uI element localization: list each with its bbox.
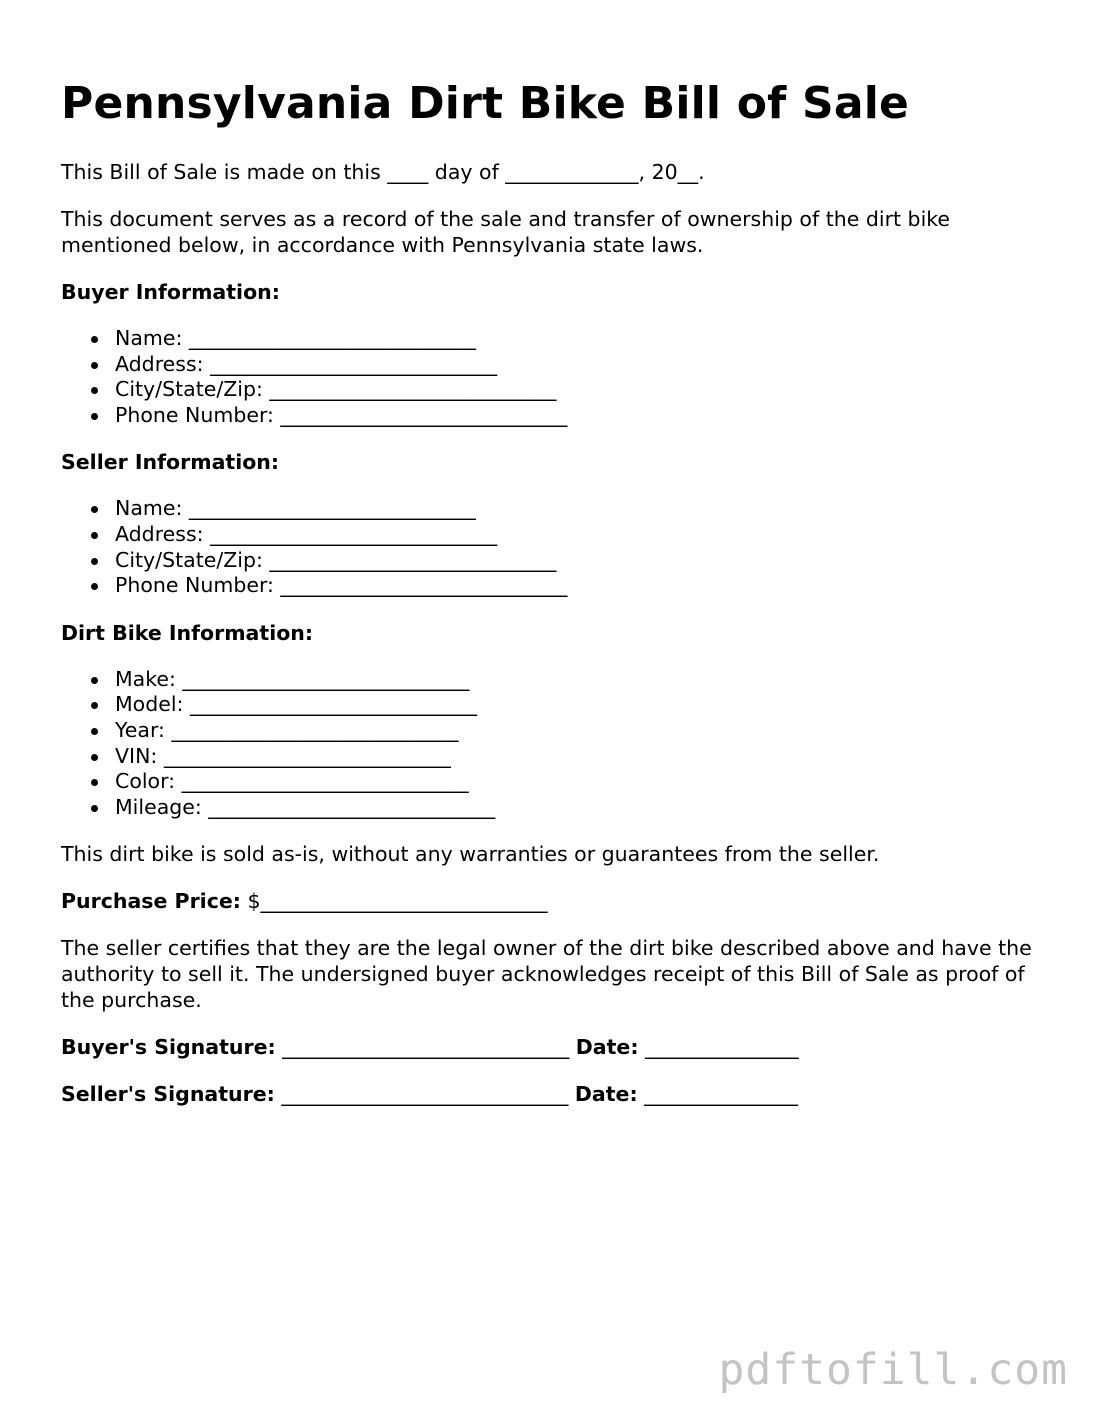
- as-is-statement: This dirt bike is sold as-is, without any warranties or guarantees from the seller.: [61, 842, 880, 867]
- bike-make-field: Make: ____________________________: [115, 667, 1061, 693]
- certification-statement: The seller certifies that they are the legal owner of the dirt bike described above and have the authority to sell it. The undersigned buyer acknowledges receipt of this Bill of Sale as proof of the purchase.: [61, 936, 1032, 1013]
- buyer-address-field: Address: ____________________________: [115, 352, 1061, 378]
- seller-address-field: Address: ____________________________: [115, 522, 1061, 548]
- buyer-heading: Buyer Information:: [61, 280, 280, 304]
- purpose-statement: This document serves as a record of the sale and transfer of ownership of the dirt bike mentioned below, in accordance with Pennsylvania state laws.: [61, 207, 951, 257]
- buyer-phone-field: Phone Number: ____________________________: [115, 403, 1061, 429]
- bike-vin-field: VIN: ____________________________: [115, 744, 1061, 770]
- purchase-price-line: [61, 888, 1061, 914]
- bike-model-field: Model: ____________________________: [115, 692, 1061, 718]
- seller-signature-label: Seller's Signature:: [61, 1082, 275, 1107]
- document-page: [61, 76, 1061, 1128]
- bike-mileage-field: Mileage: ____________________________: [115, 795, 1061, 821]
- seller-name-field: Name: ____________________________: [115, 496, 1061, 522]
- watermark: pdftofill.com: [718, 1345, 1068, 1395]
- seller-heading: Seller Information:: [61, 450, 280, 475]
- purchase-price-label: Purchase Price:: [61, 889, 241, 914]
- bike-heading: Dirt Bike Information:: [61, 620, 314, 645]
- seller-date-label: Date:: [574, 1082, 638, 1107]
- bike-fields: [61, 667, 1061, 821]
- buyer-city-field: City/State/Zip: ____________________________: [115, 377, 1061, 403]
- seller-signature-line: [61, 1081, 1061, 1107]
- buyer-signature-line: [61, 1034, 1061, 1060]
- buyer-date-label: Date:: [575, 1035, 639, 1060]
- seller-fields: [61, 496, 1061, 598]
- seller-date-blank: _______________: [637, 1082, 798, 1107]
- seller-phone-field: Phone Number: ____________________________: [115, 573, 1061, 599]
- purchase-price-blank: $____________________________: [240, 889, 548, 914]
- buyer-signature-label: Buyer's Signature:: [61, 1035, 276, 1060]
- buyer-name-field: Name: ____________________________: [115, 326, 1061, 352]
- bike-color-field: Color: ____________________________: [115, 769, 1061, 795]
- buyer-signature-blank: ____________________________: [275, 1035, 576, 1060]
- date-line: This Bill of Sale is made on this ____ day of _____________, 20__.: [61, 160, 705, 184]
- buyer-date-blank: _______________: [638, 1035, 799, 1060]
- seller-signature-blank: ____________________________: [274, 1082, 575, 1107]
- document-title: Pennsylvania Dirt Bike Bill of Sale: [61, 78, 910, 129]
- seller-city-field: City/State/Zip: ____________________________: [115, 548, 1061, 574]
- buyer-fields: [61, 326, 1061, 428]
- bike-year-field: Year: ____________________________: [115, 718, 1061, 744]
